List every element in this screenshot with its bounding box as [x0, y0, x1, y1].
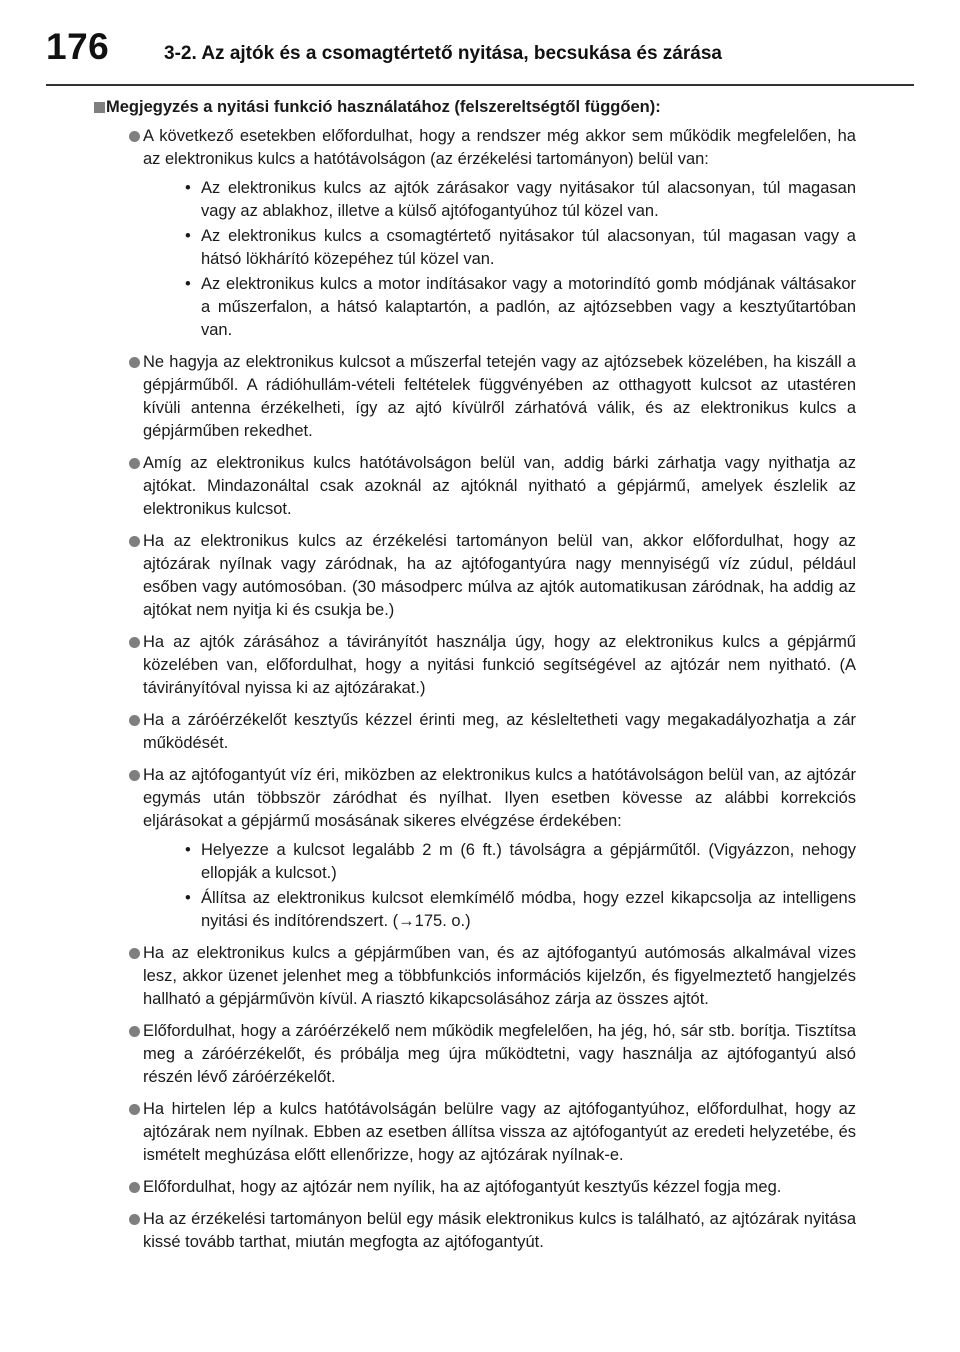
bullet-circle-icon: [129, 1104, 140, 1115]
bullet-circle-icon: [129, 458, 140, 469]
note-text: Ne hagyja az elektronikus kulcsot a műszerfal tetején vagy az ajtózsebek közelében, ha kiszáll a gépjárműből. A rádióhullám-vételi feltételek függvényében az otthagyott kulcsot az utastéren kívüli antenna érzékelheti, így az ajtó kívülről zárhatóvá válik, és az elektronikus kulcs a gépjárműben rekedhet.: [143, 353, 856, 440]
note-text: Ha az elektronikus kulcs az érzékelési tartományon belül van, akkor előfordulhat, hogy az ajtózárak nyílnak vagy záródnak, ha az ajtófogantyúra nagy mennyiségű víz zúdul, például esőben vagy autómosóban. (30 másodperc múlva az ajtók automatikusan záródnak, ha addig az ajtókat nem nyitja ki és csukja be.): [143, 532, 856, 619]
chapter-title: 3-2. Az ajtók és a csomagtértető nyitása, becsukása és zárása: [164, 43, 722, 64]
sub-bullet-icon: •: [185, 889, 191, 907]
sub-bullet-icon: •: [185, 841, 191, 859]
note-item: [106, 764, 856, 933]
note-item: [106, 1020, 856, 1089]
bullet-circle-icon: [129, 1214, 140, 1225]
bullet-circle-icon: [129, 1182, 140, 1193]
bullet-circle-icon: [129, 715, 140, 726]
note-text: Ha az ajtók zárásához a távirányítót használja úgy, hogy az elektronikus kulcs a gépjármű közelében van, előfordulhat, hogy a nyitási funkció segítségével az ajtózár nem nyitható. (A távirányítóval nyissa ki az ajtózárakat.): [143, 633, 856, 697]
sub-item-text: Állítsa az elektronikus kulcsot elemkímélő módba, hogy ezzel kikapcsolja az intelligens nyitási és indítórendszert. (→175. o.): [201, 889, 856, 930]
note-text: Ha az elektronikus kulcs a gépjárműben van, és az ajtófogantyú autómosás alkalmával vizes lesz, akkor üzenet jelenhet meg a többfunkciós információs kijelzőn, és figyelmeztető hangjelzés hallható a gépjárművön kívül. A riasztó kikapcsolásához zárja az összes ajtót.: [143, 944, 856, 1008]
sub-bullet-icon: •: [185, 179, 191, 197]
sub-item: [143, 273, 856, 342]
note-item: [106, 709, 856, 755]
page-header: [0, 0, 960, 90]
sub-item-text: Az elektronikus kulcs az ajtók zárásakor vagy nyitásakor túl alacsonyan, túl magasan vagy az ablakhoz, illetve a külső ajtófogantyúhoz túl közel van.: [201, 179, 856, 220]
note-text: Előfordulhat, hogy az ajtózár nem nyílik, ha az ajtófogantyút kesztyűs kézzel fogja meg.: [143, 1178, 782, 1196]
main-content: [106, 96, 856, 1263]
note-item: [106, 1098, 856, 1167]
note-text: Ha az érzékelési tartományon belül egy másik elektronikus kulcs is található, az ajtózárak nyitása kissé tovább tarthat, miután megfogta az ajtófogantyút.: [143, 1210, 856, 1251]
bullet-circle-icon: [129, 1026, 140, 1037]
note-list: [106, 125, 856, 1254]
bullet-circle-icon: [129, 357, 140, 368]
bullet-circle-icon: [129, 948, 140, 959]
sub-item-text: Az elektronikus kulcs a csomagtértető nyitásakor túl alacsonyan, túl magasan vagy a hátsó lökhárító közepéhez túl közel van.: [201, 227, 856, 268]
section-square-icon: [94, 102, 105, 113]
sub-item: [143, 177, 856, 223]
note-item: [106, 452, 856, 521]
sub-bullet-icon: •: [185, 275, 191, 293]
bullet-circle-icon: [129, 770, 140, 781]
sub-item-text: Az elektronikus kulcs a motor indításakor vagy a motorindító gomb módjának váltásakor a műszerfalon, a hátsó kalaptartón, a padlón, az ajtózsebben vagy a kesztyűtartóban van.: [201, 275, 856, 339]
note-text: Amíg az elektronikus kulcs hatótávolságon belül van, addig bárki zárhatja vagy nyithatja az ajtókat. Mindazonáltal csak azoknál az ajtóknál nyitható a gépjármű, amelyek észlelik az elektronikus kulcsot.: [143, 454, 856, 518]
note-item: [106, 631, 856, 700]
bullet-circle-icon: [129, 131, 140, 142]
note-text: Előfordulhat, hogy a záróérzékelő nem működik megfelelően, ha jég, hó, sár stb. borítja. Tisztítsa meg a záróérzékelőt, és próbálja meg újra működtetni, vagy használja az ajtófogantyú alsó részén lévő záróérzékelőt.: [143, 1022, 856, 1086]
note-item: [106, 530, 856, 622]
sub-item-text: Helyezze a kulcsot legalább 2 m (6 ft.) távolságra a gépjárműtől. (Vigyázzon, nehogy ellopják a kulcsot.): [201, 841, 856, 882]
sub-item: [143, 839, 856, 885]
note-text: Ha hirtelen lép a kulcs hatótávolságán belülre vagy az ajtófogantyúhoz, előfordulhat, hogy az ajtózárak nem nyílnak. Ebben az esetben állítsa vissza az ajtófogantyút az eredeti helyzetébe, és ismételt meghúzása előtt ellenőrizze, hogy az ajtózárak nyílnak-e.: [143, 1100, 856, 1164]
note-item: [106, 351, 856, 443]
note-text: Ha az ajtófogantyút víz éri, miközben az elektronikus kulcs a hatótávolságon belül van, az ajtózár egymás után többször záródhat és nyílhat. Ilyen esetben kövesse az alábbi korrekciós eljárásokat a gépjármű mosásának sikeres elvégzése érdekében:: [143, 766, 856, 830]
section-heading-text: Megjegyzés a nyitási funkció használatához (felszereltségtől függően):: [106, 98, 661, 116]
note-item: [106, 1208, 856, 1254]
note-item: [106, 125, 856, 342]
sub-item: [143, 887, 856, 933]
note-item: [106, 942, 856, 1011]
sub-item: [143, 225, 856, 271]
section-heading: [106, 96, 856, 119]
sub-bullet-icon: •: [185, 227, 191, 245]
note-text: A következő esetekben előfordulhat, hogy a rendszer még akkor sem működik megfelelően, ha az elektronikus kulcs a hatótávolságon (az érzékelési tartományon) belül van:: [143, 127, 856, 168]
bullet-circle-icon: [129, 536, 140, 547]
note-item: [106, 1176, 856, 1199]
header-divider: [46, 84, 914, 86]
page-number: 176: [46, 26, 110, 67]
note-text: Ha a záróérzékelőt kesztyűs kézzel érinti meg, az késleltetheti vagy megakadályozhatja a zár működését.: [143, 711, 856, 752]
bullet-circle-icon: [129, 637, 140, 648]
